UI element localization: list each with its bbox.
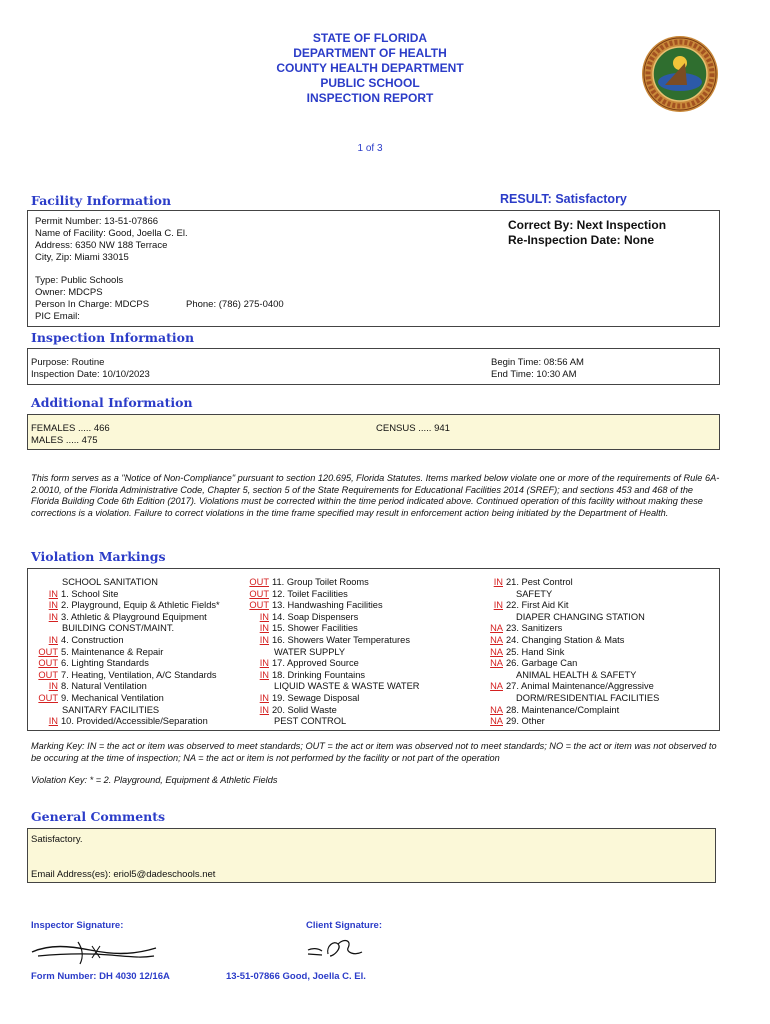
violation-mark: IN <box>259 669 269 680</box>
permit-number: Permit Number: 13-51-07866 <box>35 216 159 227</box>
violation-label: 17. Approved Source <box>272 658 359 669</box>
inspection-purpose: Purpose: Routine <box>31 357 105 368</box>
violation-item <box>237 635 420 647</box>
facility-phone: Phone: (786) 275-0400 <box>186 299 284 310</box>
florida-state-seal-icon <box>641 35 719 113</box>
violation-label: 28. Maintenance/Complaint <box>506 704 620 715</box>
violation-item <box>237 623 420 635</box>
header-line: INSPECTION REPORT <box>306 91 434 105</box>
report-header <box>0 31 740 106</box>
violation-mark: IN <box>493 600 503 611</box>
violation-mark: OUT <box>38 692 58 703</box>
violation-label: DORM/RESIDENTIAL FACILITIES <box>516 692 660 703</box>
client-signature <box>304 934 374 964</box>
violation-mark: IN <box>48 588 58 599</box>
correct-by: Correct By: Next Inspection <box>508 218 667 232</box>
violation-mark: IN <box>48 634 58 645</box>
violation-item <box>473 647 659 659</box>
end-time: End Time: 10:30 AM <box>491 369 577 380</box>
violation-label: PEST CONTROL <box>274 716 347 727</box>
violation-item <box>473 589 659 601</box>
violation-item <box>473 670 659 682</box>
violation-item <box>473 716 659 728</box>
violation-item <box>237 658 420 670</box>
violations-column-2 <box>237 577 420 728</box>
violation-label: 16. Showers Water Temperatures <box>272 634 410 645</box>
violation-item <box>473 681 659 693</box>
non-compliance-notice: This form serves as a "Notice of Non-Compliance" pursuant to section 120.695, Florida Statutes. Items marked below violate one or more of the requirements of Rule 6A-2.0010, of the Florida Administrative Code, Chapter 5, section 5 of the State Requirements for Educational Facilities 2014 (SREF); and sections 453 and 468 of the Florida Building Code 6th Edition (2017). Violations must be corrected within the time period indicated above. Continued operation of this facility without making these corrections is a violation. Failure to correct violations in the time frame specified may result in enforcement action being initiated by the Department of Health. <box>31 473 720 518</box>
violation-label: BUILDING CONST/MAINT. <box>62 623 175 634</box>
additional-counts <box>31 423 110 447</box>
violation-mark: IN <box>259 704 269 715</box>
violation-label: 10. Provided/Accessible/Separation <box>61 716 208 727</box>
violation-mark: IN <box>259 634 269 645</box>
violation-item <box>30 670 220 682</box>
violation-label: 8. Natural Ventilation <box>61 681 147 692</box>
inspection-right <box>491 357 584 381</box>
violation-item <box>30 658 220 670</box>
comment-email: Email Address(es): eriol5@dadeschools.net <box>31 869 216 880</box>
violations-box <box>27 568 720 731</box>
violation-label: 20. Solid Waste <box>272 704 337 715</box>
result-status: RESULT: Satisfactory <box>500 192 627 206</box>
violation-item <box>473 600 659 612</box>
violation-mark: NA <box>490 646 503 657</box>
header-line: PUBLIC SCHOOL <box>320 76 420 90</box>
violation-mark: OUT <box>249 600 269 611</box>
violation-item <box>30 647 220 659</box>
begin-time: Begin Time: 08:56 AM <box>491 357 584 368</box>
violation-label: LIQUID WASTE & WASTE WATER <box>274 681 420 692</box>
violation-mark: OUT <box>38 646 58 657</box>
violation-mark: IN <box>259 692 269 703</box>
violation-item <box>237 681 420 693</box>
person-in-charge: Person In Charge: MDCPS <box>35 299 150 310</box>
facility-section-title: Facility Information <box>31 193 172 208</box>
violation-label: 4. Construction <box>61 634 124 645</box>
violation-label: 21. Pest Control <box>506 577 573 587</box>
correction-info <box>508 218 666 248</box>
comments-box <box>27 828 716 883</box>
facility-details <box>35 216 188 264</box>
violations-column-3 <box>473 577 659 728</box>
violation-item <box>473 623 659 635</box>
inspection-left <box>31 357 150 381</box>
violation-mark: IN <box>493 577 503 587</box>
violation-item <box>30 589 220 601</box>
violation-label: SCHOOL SANITATION <box>62 577 158 587</box>
violation-mark: OUT <box>38 658 58 669</box>
violation-item <box>237 612 420 624</box>
violation-label: 2. Playground, Equip & Athletic Fields* <box>61 600 220 611</box>
violation-label: 18. Drinking Fountains <box>272 669 366 680</box>
violation-label: 19. Sewage Disposal <box>272 692 360 703</box>
additional-box <box>27 414 720 450</box>
females-count: FEMALES ..... 466 <box>31 423 110 434</box>
males-count: MALES ..... 475 <box>31 435 98 446</box>
violation-label: 25. Hand Sink <box>506 646 565 657</box>
violation-label: 29. Other <box>506 716 545 727</box>
violation-mark: OUT <box>249 588 269 599</box>
violation-label: 11. Group Toilet Rooms <box>272 577 369 587</box>
violation-item <box>30 693 220 705</box>
facility-name: Name of Facility: Good, Joella C. El. <box>35 228 188 239</box>
header-line: STATE OF FLORIDA <box>312 31 428 45</box>
pic-email: PIC Email: <box>35 311 80 322</box>
violation-mark: OUT <box>38 669 58 680</box>
page-indicator: 1 of 3 <box>357 143 383 154</box>
violation-mark: OUT <box>249 577 269 587</box>
violation-label: 7. Heating, Ventilation, A/C Standards <box>61 669 217 680</box>
comment-text: Satisfactory. <box>31 834 83 845</box>
violation-mark: IN <box>48 681 58 692</box>
violations-section-title: Violation Markings <box>31 549 166 564</box>
violation-label: 12. Toilet Facilities <box>272 588 348 599</box>
violation-item <box>237 647 420 659</box>
violation-label: 27. Animal Maintenance/Aggressive <box>506 681 654 692</box>
violation-mark: NA <box>490 716 503 727</box>
violation-label: DIAPER CHANGING STATION <box>516 611 645 622</box>
violation-mark: NA <box>490 634 503 645</box>
violation-item <box>237 589 420 601</box>
violation-item <box>473 705 659 717</box>
marking-key: Marking Key: IN = the act or item was observed to meet standards; OUT = the act or item was observed not to meet standards; NO = the act or item was not observed to be occuring at the time of inspection; NA = the act or item is not performed by the facility or not part of the operation <box>31 741 717 763</box>
violation-item <box>30 600 220 612</box>
violation-item <box>473 635 659 647</box>
facility-owner: Owner: MDCPS <box>35 287 103 298</box>
inspection-box <box>27 348 720 385</box>
violation-item <box>473 658 659 670</box>
facility-city-zip: City, Zip: Miami 33015 <box>35 252 129 263</box>
violation-item <box>473 612 659 624</box>
violation-mark: NA <box>490 681 503 692</box>
violation-item <box>30 705 220 717</box>
footer-permit-name: 13-51-07866 Good, Joella C. El. <box>226 971 366 982</box>
violation-mark: NA <box>490 623 503 634</box>
violation-item <box>237 670 420 682</box>
violation-item <box>237 600 420 612</box>
additional-section-title: Additional Information <box>31 395 193 410</box>
violation-label: 6. Lighting Standards <box>61 658 149 669</box>
violation-label: SAFETY <box>516 588 553 599</box>
violation-label: WATER SUPPLY <box>274 646 346 657</box>
facility-owner-details <box>35 275 149 323</box>
client-signature-label: Client Signature: <box>306 920 383 931</box>
violation-item <box>473 693 659 705</box>
violation-label: 26. Garbage Can <box>506 658 578 669</box>
violation-item <box>30 635 220 647</box>
violation-mark: IN <box>259 611 269 622</box>
violation-label: 14. Soap Dispensers <box>272 611 359 622</box>
violation-item <box>30 681 220 693</box>
violation-label: 9. Mechanical Ventilation <box>61 692 164 703</box>
violations-column-1 <box>30 577 220 728</box>
violation-item <box>30 612 220 624</box>
violation-item <box>30 716 220 728</box>
inspection-date: Inspection Date: 10/10/2023 <box>31 369 150 380</box>
violation-label: ANIMAL HEALTH & SAFETY <box>516 669 637 680</box>
violation-item <box>237 716 420 728</box>
violation-mark: NA <box>490 658 503 669</box>
inspector-signature <box>30 934 160 968</box>
form-number: Form Number: DH 4030 12/16A <box>31 971 170 982</box>
census-count: CENSUS ..... 941 <box>376 423 450 434</box>
violation-mark: IN <box>48 716 58 727</box>
violation-item <box>237 577 420 589</box>
inspector-signature-label: Inspector Signature: <box>31 920 124 931</box>
violation-label: SANITARY FACILITIES <box>62 704 160 715</box>
violation-label: 24. Changing Station & Mats <box>506 634 625 645</box>
violation-mark: IN <box>48 600 58 611</box>
violation-label: 22. First Aid Kit <box>506 600 569 611</box>
violation-key: Violation Key: * = 2. Playground, Equipment & Athletic Fields <box>31 775 278 785</box>
violation-item <box>30 577 220 589</box>
violation-mark: IN <box>259 623 269 634</box>
inspection-section-title: Inspection Information <box>31 330 195 345</box>
violation-label: 23. Sanitizers <box>506 623 563 634</box>
violation-mark: NA <box>490 704 503 715</box>
facility-address: Address: 6350 NW 188 Terrace <box>35 240 168 251</box>
violation-mark: IN <box>259 658 269 669</box>
violation-label: 5. Maintenance & Repair <box>61 646 164 657</box>
violation-item <box>237 693 420 705</box>
reinspection-date: Re-Inspection Date: None <box>508 233 655 247</box>
violation-label: 15. Shower Facilities <box>272 623 358 634</box>
violation-item <box>30 623 220 635</box>
header-line: DEPARTMENT OF HEALTH <box>293 46 447 60</box>
header-line: COUNTY HEALTH DEPARTMENT <box>276 61 464 75</box>
violation-mark: IN <box>48 611 58 622</box>
comments-section-title: General Comments <box>31 809 166 824</box>
facility-type: Type: Public Schools <box>35 275 124 286</box>
violation-label: 13. Handwashing Facilities <box>272 600 383 611</box>
violation-label: 3. Athletic & Playground Equipment <box>61 611 207 622</box>
violation-item <box>473 577 659 589</box>
violation-label: 1. School Site <box>61 588 119 599</box>
violation-item <box>237 705 420 717</box>
